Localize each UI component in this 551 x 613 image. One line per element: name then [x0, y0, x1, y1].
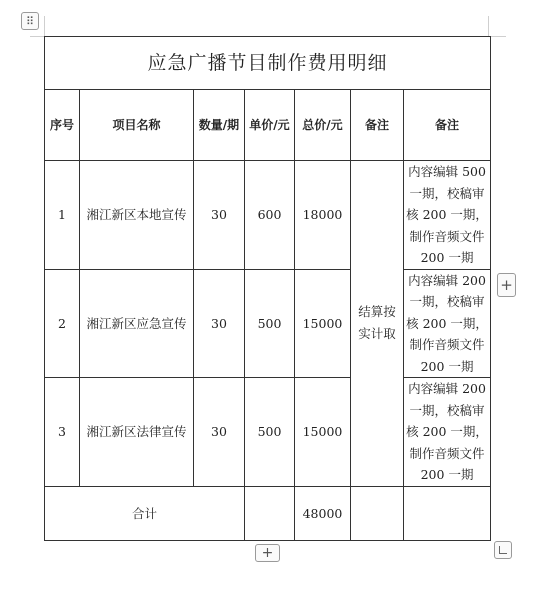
header-cell[interactable]: 总价/元	[295, 90, 351, 161]
total-label[interactable]: 合计	[45, 486, 245, 540]
total-price[interactable]: 18000	[295, 161, 351, 270]
item-name[interactable]: 湘江新区应急宣传	[80, 269, 194, 378]
add-column-button[interactable]	[497, 273, 516, 297]
margin-guide-left	[44, 16, 45, 36]
cost-note[interactable]: 内容编辑 200 一期，校稿审核 200 一期，制作音频文件 200 一期	[404, 378, 491, 487]
margin-guide-right	[488, 16, 489, 36]
quantity[interactable]: 30	[194, 269, 245, 378]
drag-grip-icon: ⠿	[25, 14, 35, 28]
header-cell[interactable]: 序号	[45, 90, 80, 161]
header-cell[interactable]: 数量/期	[194, 90, 245, 161]
item-name[interactable]: 湘江新区本地宣传	[80, 161, 194, 270]
quantity[interactable]: 30	[194, 378, 245, 487]
unit-price[interactable]: 500	[245, 378, 295, 487]
total-price[interactable]: 15000	[295, 269, 351, 378]
plus-icon: +	[261, 545, 274, 561]
total-price[interactable]: 15000	[295, 378, 351, 487]
table-row	[45, 269, 491, 378]
table-row	[45, 378, 491, 487]
plus-icon: +	[500, 276, 513, 294]
table-row	[45, 161, 491, 270]
table-resize-handle[interactable]	[494, 541, 512, 559]
unit-price[interactable]: 600	[245, 161, 295, 270]
header-row	[45, 90, 491, 161]
header-cell[interactable]: 项目名称	[80, 90, 194, 161]
cost-note[interactable]: 内容编辑 200 一期，校稿审核 200 一期，制作音频文件 200 一期	[404, 269, 491, 378]
row-number[interactable]: 2	[45, 269, 80, 378]
total-row	[45, 486, 491, 540]
header-cell[interactable]: 单价/元	[245, 90, 295, 161]
row-number[interactable]: 1	[45, 161, 80, 270]
header-cell[interactable]: 备注	[404, 90, 491, 161]
total-value[interactable]: 48000	[295, 486, 351, 540]
quantity[interactable]: 30	[194, 161, 245, 270]
total-unit-price-empty[interactable]	[245, 486, 295, 540]
cost-note[interactable]: 内容编辑 500 一期，校稿审核 200 一期，制作音频文件 200 一期	[404, 161, 491, 270]
header-cell[interactable]: 备注	[351, 90, 404, 161]
add-row-button[interactable]	[255, 544, 280, 562]
row-number[interactable]: 3	[45, 378, 80, 487]
settlement-remark[interactable]: 结算按实计取	[351, 161, 404, 487]
item-name[interactable]: 湘江新区法律宣传	[80, 378, 194, 487]
unit-price[interactable]: 500	[245, 269, 295, 378]
total-note-empty[interactable]	[404, 486, 491, 540]
table-move-handle[interactable]	[21, 12, 39, 30]
cost-detail-table	[44, 36, 491, 541]
total-remark-empty[interactable]	[351, 486, 404, 540]
table-title[interactable]: 应急广播节目制作费用明细	[45, 37, 491, 90]
